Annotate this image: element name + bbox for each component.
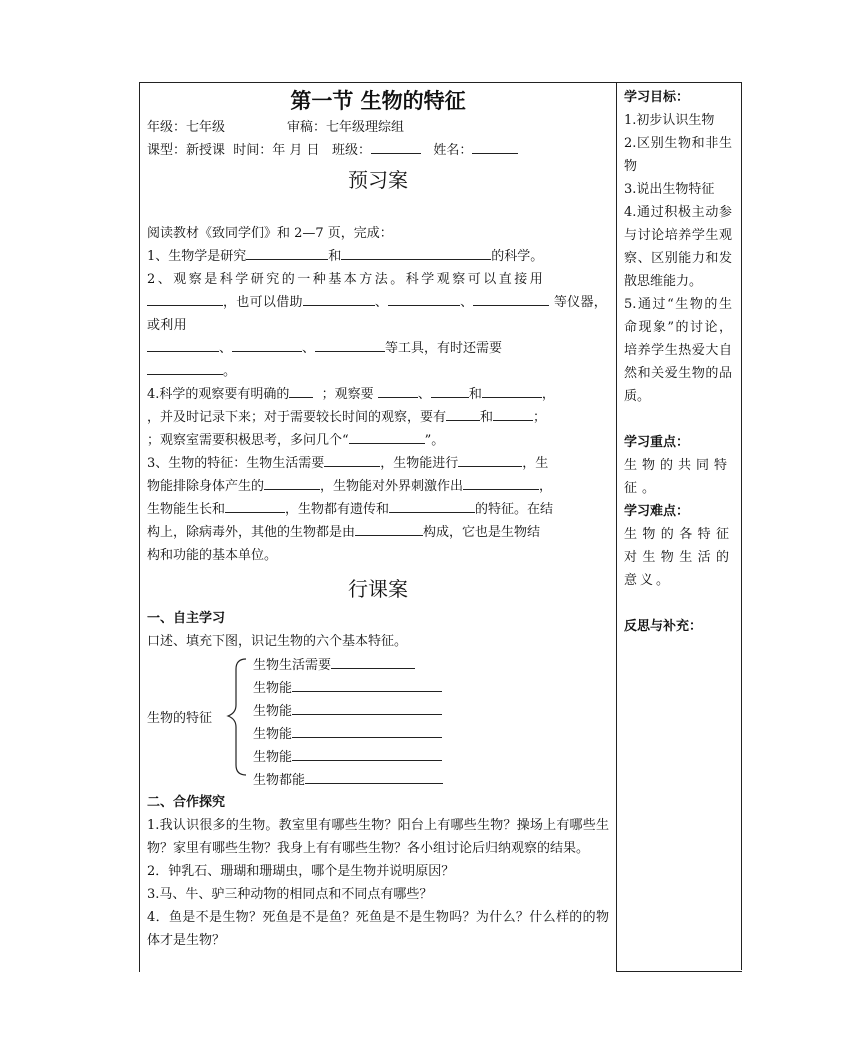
time-label: 时间：年 月 日	[233, 143, 320, 158]
sidebar	[624, 86, 732, 638]
blank[interactable]	[292, 747, 442, 761]
blank[interactable]	[289, 383, 313, 398]
blank[interactable]	[493, 406, 533, 421]
key-title: 学习重点：	[624, 435, 690, 450]
review-label: 审稿：七年级理综组	[287, 120, 405, 135]
name-blank[interactable]	[472, 139, 518, 154]
question-3-cont3: 构上，除病毒外，其他的生物都是由 构成，它也是生物结	[147, 521, 609, 544]
meta-row-1	[147, 116, 609, 139]
blank[interactable]	[264, 475, 320, 490]
blank[interactable]	[147, 291, 223, 306]
question-3: 3、生物的特征：生物生活需要 ，生物能进行 ，生	[147, 452, 609, 475]
blank[interactable]	[225, 498, 285, 513]
blank[interactable]	[147, 360, 223, 375]
blank[interactable]	[331, 655, 415, 669]
question-1: 1、生物学是研究 和 的科学。	[147, 245, 609, 268]
goal-item: 4.通过积极主动参与讨论培养学生观察、区别能力和发散思维能力。	[624, 205, 732, 289]
blank[interactable]	[355, 521, 423, 536]
coop-title: 二、合作探究	[147, 795, 226, 810]
blank[interactable]	[482, 383, 542, 398]
question-4-cont: ，并及时记录下来；对于需要较长时间的观察，要有 和 ；	[147, 406, 609, 429]
blank[interactable]	[388, 291, 460, 306]
blank[interactable]	[303, 291, 375, 306]
difficulty-title: 学习难点：	[624, 504, 690, 519]
lesson-heading: 行课案	[348, 577, 408, 601]
diagram-item: 生物生活需要	[253, 655, 415, 676]
page-title: 第一节 生物的特征	[290, 89, 466, 113]
blank[interactable]	[324, 452, 380, 467]
question-3-cont4: 构和功能的基本单位。	[147, 548, 278, 563]
brace-icon	[224, 655, 252, 781]
name-label: 姓名：	[433, 143, 473, 158]
blank[interactable]	[431, 383, 469, 398]
question-2: 2、观察是科学研究的一种基本方法。科学观察可以直接用	[147, 272, 546, 287]
diagram-item: 生物都能	[253, 770, 443, 791]
goal-item: 2.区别生物和非生物	[624, 136, 732, 174]
diagram-item: 生物能	[253, 678, 442, 699]
blank[interactable]	[292, 724, 442, 738]
blank[interactable]	[458, 452, 522, 467]
self-study-desc: 口述、填充下图，识记生物的六个基本特征。	[147, 634, 408, 649]
blank[interactable]	[292, 701, 442, 715]
blank[interactable]	[305, 770, 443, 784]
self-study-title: 一、自主学习	[147, 611, 226, 626]
feature-diagram	[147, 655, 609, 788]
question-3-cont2: 生物能生长和 ，生物都有遗传和 的特征。在结	[147, 498, 609, 521]
blank[interactable]	[246, 245, 328, 260]
main-column	[147, 86, 609, 952]
preview-intro: 阅读教材《致同学们》和 2—7 页，完成：	[147, 226, 393, 241]
goal-item: 3.说出生物特征	[624, 182, 715, 197]
blank[interactable]	[315, 337, 385, 352]
course-type-label: 课型：新授课	[147, 143, 226, 158]
question-2-cont3: 。	[147, 360, 609, 383]
diagram-item: 生物能	[253, 701, 442, 722]
meta-row-2	[147, 139, 609, 162]
question-4: 4.科学的观察要有明确的 ；观察要 、 和 ，	[147, 383, 609, 406]
question-2-cont: ，也可以借助 、 、 等仪器，或利用	[147, 291, 609, 337]
goal-item: 5.通过“生物的生命现象”的讨论，培养学生热爱大自然和关爱生物的品质。	[624, 297, 732, 404]
question-2-cont2: 、 、 等工具，有时还需要	[147, 337, 609, 360]
blank[interactable]	[389, 498, 475, 513]
goals-title: 学习目标：	[624, 90, 690, 105]
preview-heading: 预习案	[348, 168, 408, 192]
reflection-title: 反思与补充：	[624, 619, 703, 634]
blank[interactable]	[147, 337, 219, 352]
grade-label: 年级：七年级	[147, 120, 226, 135]
class-blank[interactable]	[371, 139, 421, 154]
blank[interactable]	[378, 383, 418, 398]
key-text: 生物的共同特征。	[624, 458, 733, 496]
blank[interactable]	[349, 429, 425, 444]
diagram-label: 生物的特征	[147, 711, 213, 726]
blank[interactable]	[292, 678, 442, 692]
blank[interactable]	[463, 475, 539, 490]
blank[interactable]	[446, 406, 480, 421]
coop-item-2: 2．钟乳石、珊瑚和珊瑚虫，哪个是生物并说明原因？	[147, 864, 455, 879]
class-label: 班级：	[331, 143, 371, 158]
question-3-cont: 物能排除身体产生的 ，生物能对外界刺激作出 ，	[147, 475, 609, 498]
blank[interactable]	[341, 245, 491, 260]
blank[interactable]	[232, 337, 302, 352]
diagram-item: 生物能	[253, 724, 442, 745]
goal-item: 1.初步认识生物	[624, 113, 715, 128]
coop-item-4: 4．鱼是不是生物？死鱼是不是鱼？死鱼是不是生物吗？为什么？什么样的的物体才是生物？	[147, 910, 609, 948]
diagram-item: 生物能	[253, 747, 442, 768]
coop-item-3: 3.马、牛、驴三种动物的相同点和不同点有哪些？	[147, 887, 433, 902]
question-4-cont2: ；观察室需要积极思考，多问几个“ ”。	[147, 429, 609, 452]
difficulty-text: 生物的各特征对生物生活的意义。	[624, 527, 732, 588]
coop-item-1: 1.我认识很多的生物。教室里有哪些生物？阳台上有哪些生物？操场上有哪些生物？家里有哪些生物？我身上有有哪些生物？各小组讨论后归纳观察的结果。	[147, 818, 609, 856]
blank[interactable]	[473, 291, 549, 306]
